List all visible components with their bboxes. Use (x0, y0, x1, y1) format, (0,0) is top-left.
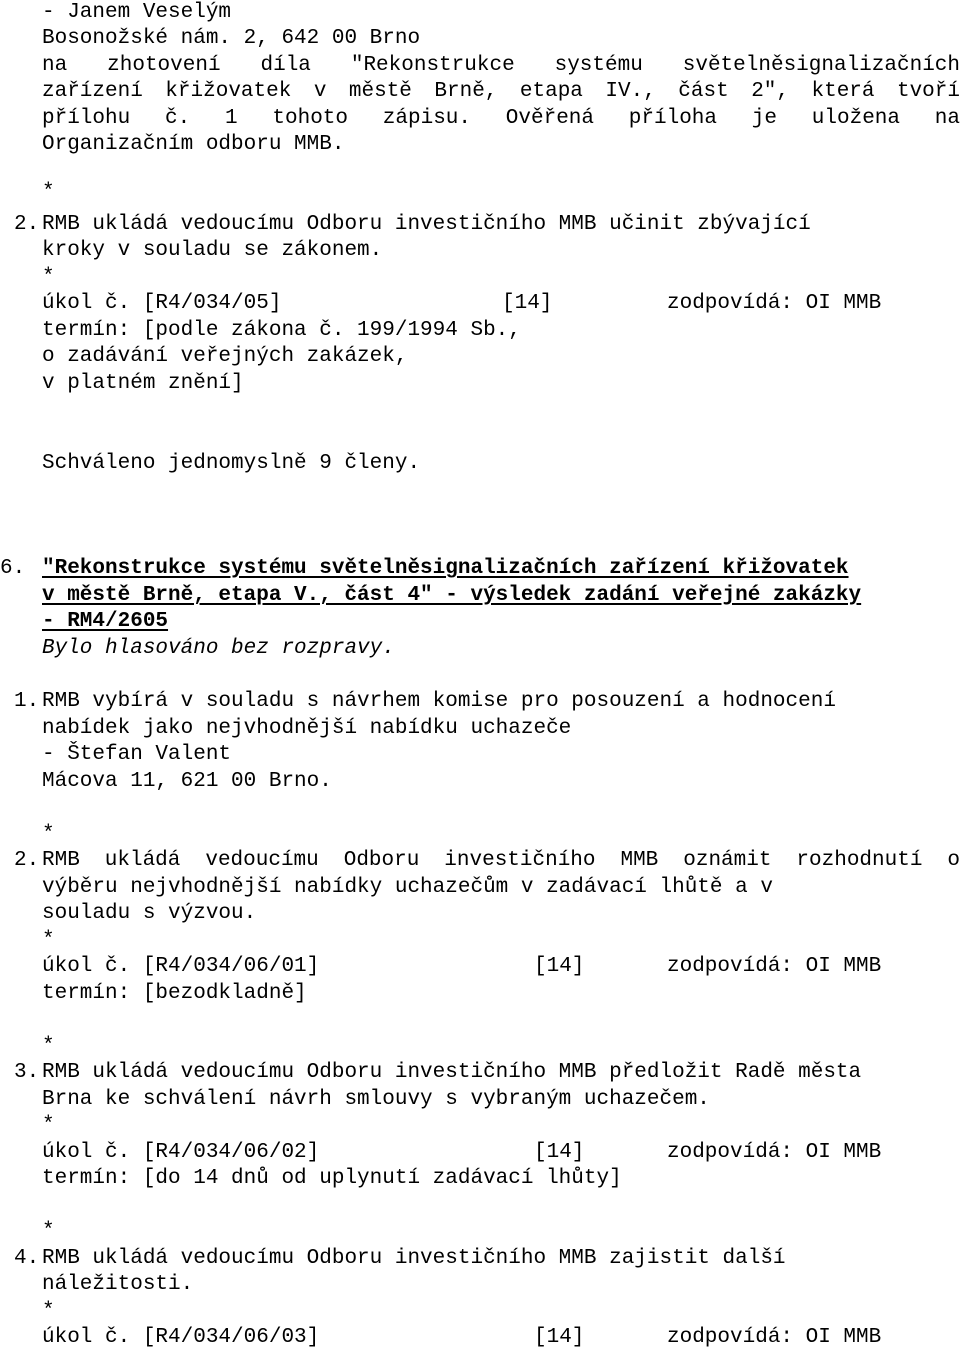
item-number: 2. (14, 849, 40, 872)
text-line: RMB ukládá vedoucímu Odboru investičního MMB předložit Radě města (42, 1061, 862, 1084)
text-line: kroky v souladu se zákonem. (42, 239, 383, 262)
separator-star: * (42, 266, 55, 289)
section-title: - RM4/2605 (42, 610, 169, 633)
text-line: Organizačním odboru MMB. (42, 133, 345, 156)
item-number: 2. (14, 213, 40, 236)
section-title: v městě Brně, etapa V., část 4" - výsledek zadání veřejné zakázky (42, 584, 862, 607)
text-line: RMB vybírá v souladu s návrhem komise pro posouzení a hodnocení (42, 690, 836, 713)
term-line: termín: [bezodkladně] (42, 982, 307, 1005)
text-line: souladu s výzvou. (42, 902, 257, 925)
text-line: zařízení křižovatek v městě Brně, etapa IV., část 2", která tvoří (42, 80, 960, 103)
task-label: úkol č. [R4/034/06/01] (42, 955, 320, 978)
text-line: - Štefan Valent (42, 743, 232, 766)
task-row (42, 1140, 881, 1166)
separator-star: * (42, 1220, 55, 1243)
task-row (42, 1325, 881, 1351)
approval-note: Schváleno jednomyslně 9 členy. (42, 452, 421, 475)
separator-star: * (42, 823, 55, 846)
section-number: 6. (0, 557, 26, 580)
task-code: [14] (534, 955, 585, 978)
term-line: termín: [do 14 dnů od uplynutí zadávací lhůty] (42, 1167, 622, 1190)
text-line: přílohu č. 1 tohoto zápisu. Ověřená příloha je uložena na (42, 107, 960, 130)
separator-star: * (42, 181, 55, 204)
item-number: 1. (14, 690, 40, 713)
text-line: náležitosti. (42, 1273, 194, 1296)
text-line: Brna ke schválení návrh smlouvy s vybraným uchazečem. (42, 1088, 710, 1111)
section-title: "Rekonstrukce systému světelněsignalizačních zařízení křižovatek (42, 557, 849, 580)
item-number: 4. (14, 1247, 40, 1270)
text-line: RMB ukládá vedoucímu Odboru investičního MMB učinit zbývající (42, 213, 811, 236)
text-line: - Janem Veselým (42, 1, 232, 24)
task-label: úkol č. [R4/034/05] (42, 292, 282, 315)
separator-star: * (42, 1300, 55, 1323)
task-code: [14] (534, 1326, 585, 1349)
text-line: na zhotovení díla "Rekonstrukce systému světelněsignalizačních (42, 54, 960, 77)
task-code: [14] (534, 1141, 585, 1164)
task-responsible: zodpovídá: OI MMB (667, 1326, 882, 1349)
task-row (42, 954, 881, 980)
separator-star: * (42, 929, 55, 952)
text-line: nabídek jako nejvhodnější nabídku uchazeče (42, 717, 572, 740)
term-line: o zadávání veřejných zakázek, (42, 345, 408, 368)
voting-note: Bylo hlasováno bez rozpravy. (42, 637, 395, 660)
task-code: [14] (502, 292, 553, 315)
term-line: v platném znění] (42, 372, 244, 395)
task-label: úkol č. [R4/034/06/03] (42, 1326, 320, 1349)
task-responsible: zodpovídá: OI MMB (667, 1141, 882, 1164)
text-line: RMB ukládá vedoucímu Odboru investičního MMB oznámit rozhodnutí o (42, 849, 960, 872)
task-responsible: zodpovídá: OI MMB (667, 292, 882, 315)
task-label: úkol č. [R4/034/06/02] (42, 1141, 320, 1164)
item-number: 3. (14, 1061, 40, 1084)
task-row (42, 291, 881, 317)
text-line: RMB ukládá vedoucímu Odboru investičního MMB zajistit další (42, 1247, 786, 1270)
text-line: Bosonožské nám. 2, 642 00 Brno (42, 27, 421, 50)
separator-star: * (42, 1035, 55, 1058)
text-line: výběru nejvhodnější nabídky uchazečům v zadávací lhůtě a v (42, 876, 773, 899)
text-line: Mácova 11, 621 00 Brno. (42, 770, 332, 793)
term-line: termín: [podle zákona č. 199/1994 Sb., (42, 319, 521, 342)
task-responsible: zodpovídá: OI MMB (667, 955, 882, 978)
separator-star: * (42, 1114, 55, 1137)
